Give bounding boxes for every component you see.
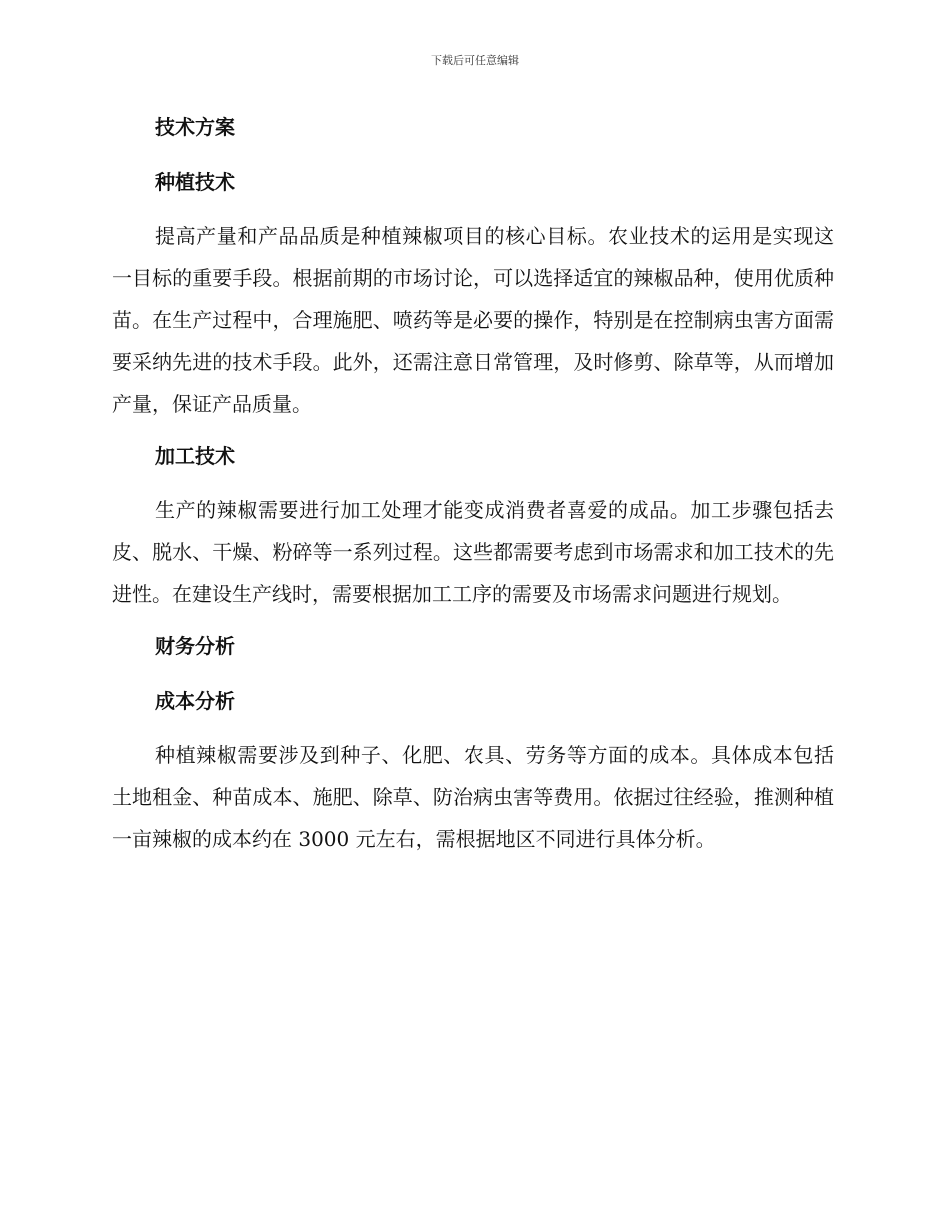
section-heading-processing-tech: 加工技术 bbox=[155, 444, 235, 468]
paragraph-cost-analysis: 种植辣椒需要涉及到种子、化肥、农具、劳务等方面的成本。具体成本包括土地租金、种苗成本、施肥、除草、防治病虫害等费用。依据过往经验，推测种植一亩辣椒的成本约在 3000 元左右，需根据地区不同进行具体分析。 bbox=[112, 743, 834, 851]
page-header: 下载后可任意编辑 bbox=[431, 54, 519, 67]
document-body bbox=[112, 108, 834, 872]
section-heading-planting-tech: 种植技术 bbox=[155, 170, 235, 194]
section-heading-tech-plan: 技术方案 bbox=[155, 115, 235, 139]
section-heading-cost-analysis: 成本分析 bbox=[155, 689, 235, 713]
paragraph-processing-tech: 生产的辣椒需要进行加工处理才能变成消费者喜爱的成品。加工步骤包括去皮、脱水、干燥、粉碎等一系列过程。这些都需要考虑到市场需求和加工技术的先进性。在建设生产线时，需要根据加工工序的需要及市场需求问题进行规划。 bbox=[112, 498, 834, 606]
paragraph-planting-tech: 提高产量和产品品质是种植辣椒项目的核心目标。农业技术的运用是实现这一目标的重要手段。根据前期的市场讨论，可以选择适宜的辣椒品种，使用优质种苗。在生产过程中，合理施肥、喷药等是必要的操作，特别是在控制病虫害方面需要采纳先进的技术手段。此外，还需注意日常管理，及时修剪、除草等，从而增加产量，保证产品质量。 bbox=[112, 224, 834, 416]
section-heading-financial-analysis: 财务分析 bbox=[155, 634, 235, 658]
